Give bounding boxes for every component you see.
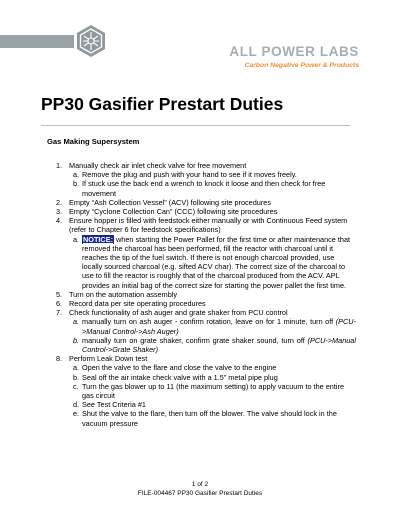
sub-item-text: Turn the gas blower up to 11 (the maximum setting) to apply vacuum to the entire gas circuit (82, 381, 345, 401)
sub-item-letter: b. (73, 372, 80, 382)
list-item-text: Empty “Cyclone Collection Can” (CCC) following site procedures (69, 207, 278, 217)
list-item-number: 2. (56, 197, 63, 207)
list-item (56, 216, 356, 234)
sub-item-letter: a. (73, 363, 80, 373)
sub-item (56, 382, 356, 400)
list-item (56, 207, 356, 216)
brand-name: ALL POWER LABS (229, 44, 359, 59)
sub-item-text: Open the valve to the flare and close the valve to the engine (82, 363, 277, 373)
brand-block (229, 44, 359, 70)
list-item-text: Empty “Ash Collection Vessel” (ACV) following site procedures (69, 197, 271, 207)
brand-tagline: Carbon Negative Power & Products (244, 62, 359, 69)
sub-item-letter: e. (73, 409, 80, 419)
page-header (0, 0, 400, 84)
sub-item-body (82, 400, 356, 409)
sub-item-body (82, 373, 356, 382)
sub-item-body (82, 235, 356, 290)
list-item-text: Record data per site operating procedures (69, 299, 206, 309)
sub-item-text: If stuck use the back end a wrench to knock it loose and then check for free movement (82, 179, 326, 198)
sub-item-text: Remove the plug and push with your hand to see if it moves freely. (82, 170, 297, 180)
document-id: FILE-004467 PP30 Gasifier Prestart Duties (137, 489, 263, 497)
list-item (56, 198, 356, 207)
page-footer (0, 481, 400, 498)
sub-item-body (82, 382, 356, 400)
sub-item-letter: a. (73, 234, 80, 244)
sub-item-letter: b. (73, 179, 80, 189)
list-item-text: Turn on the automation assembly (69, 289, 178, 299)
list-item (56, 354, 356, 363)
notice-label: NOTICE: (83, 234, 113, 244)
list-item (56, 161, 356, 170)
sub-item (56, 336, 356, 354)
document-title: PP30 Gasifier Prestart Duties (41, 94, 284, 114)
duty-list (56, 161, 356, 428)
list-item-text: Manually check air inlet check valve for free movement (69, 161, 247, 170)
sub-item (56, 400, 356, 409)
sub-item (56, 409, 356, 427)
page-number: 1 of 2 (191, 481, 209, 488)
list-item (56, 299, 356, 308)
sub-item-letter: a. (73, 170, 80, 180)
list-item-number: 6. (56, 299, 63, 309)
sub-item-text: Shut the valve to the flare, then turn off the blower. The valve should lock in the vacuum pressure (82, 409, 337, 428)
title-divider (41, 125, 350, 126)
menu-path: (PCU->Manual Control->Grate Shaker) (82, 335, 356, 355)
sub-item-letter: b. (73, 335, 80, 345)
list-item-number: 5. (56, 289, 63, 299)
sub-item-letter: d. (73, 400, 80, 410)
sub-item-text: when starting the Power Pallet for the first time or after maintenance that removed the charcoal has been performed, fill the reactor with charcoal until it reaches the tip of the fuel switch. If there is not enough charcoal provided, use locally sourced charcoal (e.g. sifted ACV char). The correct size of the charcoal to use to fill the reactor is roughly that of the charcoal produced from the ACV. APL provides an initial bag of the correct size for starting the power pallet the first time. (82, 234, 351, 290)
header-accent-band (0, 35, 74, 48)
list-item-number: 7. (56, 308, 63, 318)
sub-item-body (82, 336, 356, 354)
sub-item-letter: a. (73, 317, 80, 327)
sub-item-body (82, 170, 356, 179)
sub-item-text: manually turn on grate shaker, confirm grate shaker sound, turn off (82, 335, 305, 345)
all-power-labs-logo-icon (74, 24, 108, 58)
list-item-number: 8. (56, 354, 63, 364)
list-item-text: Perform Leak Down test (69, 354, 148, 364)
sub-item-text: See Test Criteria #1 (82, 400, 146, 410)
sub-item-text: manually turn on ash auger - confirm rotation, leave on for 1 minute, turn off (82, 317, 334, 327)
list-item (56, 308, 356, 317)
section-heading: Gas Making Supersystem (47, 137, 140, 146)
list-item-number: 4. (56, 216, 63, 226)
menu-path: (PCU->Manual Control->Ash Auger) (82, 317, 356, 336)
sub-item-body (82, 363, 356, 372)
sub-item-letter: c. (73, 381, 79, 391)
sub-item (56, 363, 356, 372)
sub-item-text: Seal off the air intake check valve with a 1.5” metal pipe plug (82, 372, 278, 382)
sub-item (56, 179, 356, 197)
sub-item (56, 235, 356, 290)
list-item-text: Check functionality of ash auger and grate shaker from PCU control (69, 308, 288, 318)
list-item-number: 3. (56, 207, 63, 217)
sub-item-body (82, 179, 356, 197)
sub-item (56, 317, 356, 335)
sub-item-body (82, 317, 356, 335)
list-item (56, 290, 356, 299)
sub-item (56, 170, 356, 179)
list-item-text: Ensure hopper is filled with feedstock either manually or with Continuous Feed system (refer to Chapter 6 for feedstock specifications) (69, 216, 348, 235)
sub-item-body (82, 409, 356, 427)
sub-item (56, 373, 356, 382)
list-item-number: 1. (56, 161, 63, 170)
